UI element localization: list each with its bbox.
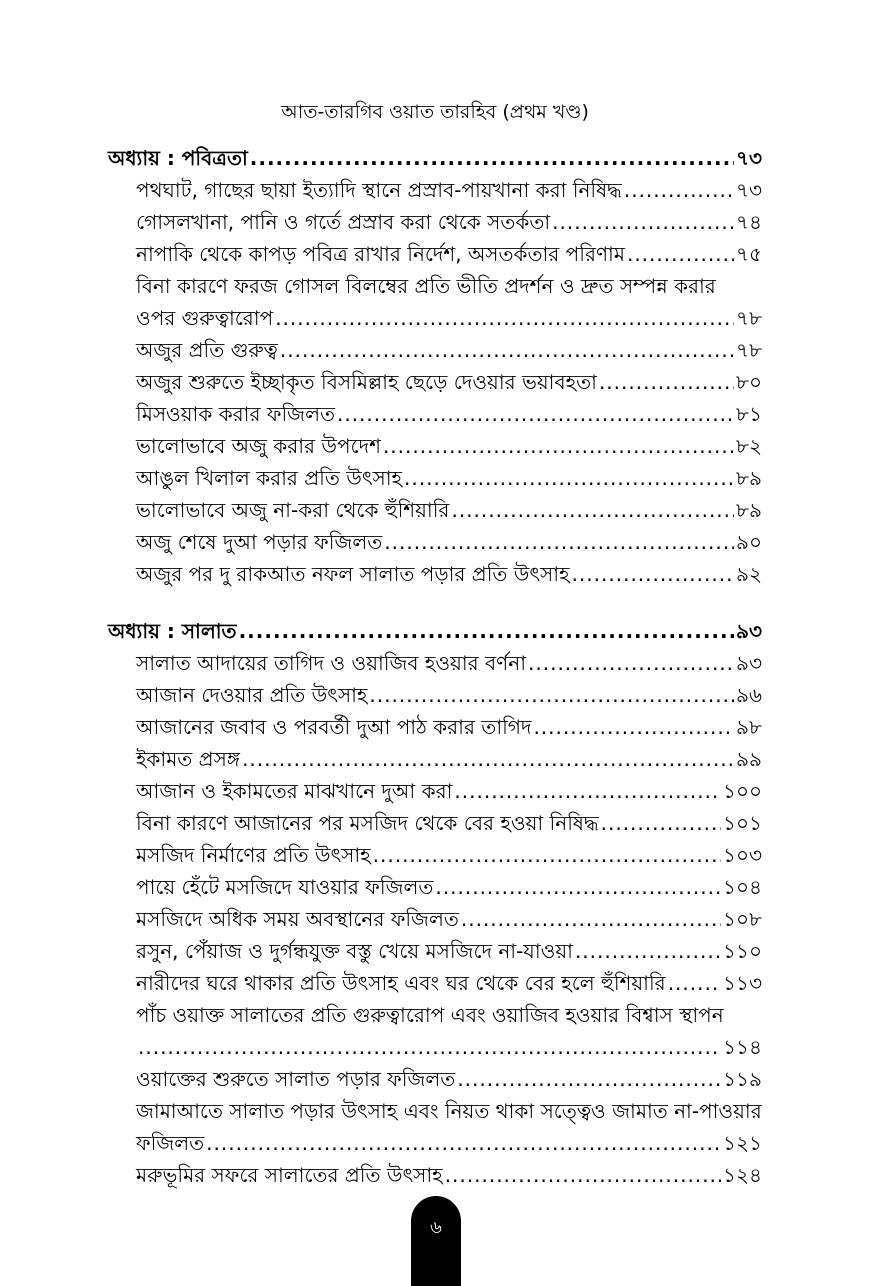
entry-page: ১০০ [723,779,762,803]
entry-title: মিসওয়াক করার ফজিলত [136,402,335,426]
entry-title: ভালোভাবে অজু করার উপদেশ [136,434,381,458]
entry-page: ১১৪ [723,1035,762,1059]
entry-page: ১১০ [723,939,762,963]
chapter-title: অধ্যায় : সালাত [108,619,237,643]
entry-title: ফজিলত [136,1131,205,1155]
entry-title: পথঘাট, গাছের ছায়া ইত্যাদি স্থানে প্রস্রাব-পায়খানা করা নিষিদ্ধ [136,178,622,202]
entry-title: সালাত আদায়ের তাগিদ ও ওয়াজিব হওয়ার বর্ণনা [136,651,527,675]
entry-title: ওয়াক্তের শুরুতে সালাত পড়ার ফজিলত [136,1067,456,1091]
toc-entry[interactable] [108,174,762,206]
entry-title: অজু শেষে দুআ পড়ার ফজিলত [136,530,383,554]
dot-leader [599,366,734,398]
entry-title: বিনা কারণে আজানের পর মসজিদ থেকে বের হওয়া নিষিদ্ধ [136,811,599,835]
entry-title: আঙুল খিলাল করার প্রতি উৎসাহ [136,466,403,490]
toc-entry[interactable] [108,462,762,494]
entry-page: ১০৩ [723,843,762,867]
toc-entry[interactable] [108,743,762,775]
chapter-title: অধ্যায় : পবিত্রতা [108,146,248,170]
entry-title: নারীদের ঘরে থাকার প্রতি উৎসাহ এবং ঘর থেকে বের হলে হুঁশিয়ারি [136,971,666,995]
entry-page: ৮৯ [736,498,762,522]
entry-title: আজান দেওয়ার প্রতি উৎসাহ [136,683,368,707]
entry-page: ৭৩ [735,178,762,202]
dot-leader [337,398,734,430]
page-number-tab [411,1196,461,1286]
entry-title: অজুর শুরুতে ইচ্ছাকৃত বিসমিল্লাহ ছেড়ে দেওয়ার ভয়াবহতা [136,370,597,394]
entry-title: আজান ও ইকামতের মাঝখানে দুআ করা [136,779,453,803]
entry-title: অজুর পর দু রাকআত নফল সালাত পড়ার প্রতি উৎসাহ [136,562,570,586]
entry-page: ৯৯ [736,747,762,771]
entry-title: অজুর প্রতি গুরুত্ব [136,338,278,362]
toc-entry[interactable] [108,398,762,430]
toc-entry[interactable] [108,366,762,398]
entry-title: পায়ে হেঁটে মসজিদে যাওয়ার ফজিলত [136,875,434,899]
toc-entry[interactable] [108,775,762,807]
entry-page: ১১৩ [723,971,762,995]
toc-entry[interactable] [108,1127,762,1159]
entry-title: ইকামত প্রসঙ্গ [136,747,241,771]
entry-page: ৯৮ [736,715,762,739]
dot-leader [138,1031,721,1063]
toc-entry[interactable] [108,935,762,967]
dot-leader [461,903,721,935]
toc-entry[interactable] [108,903,762,935]
dot-leader [552,206,734,238]
toc-entry[interactable] [108,679,762,711]
dot-leader [624,174,734,206]
toc-entry[interactable] [108,334,762,366]
dot-leader [533,711,734,743]
entry-title: আজানের জবাব ও পরবর্তী দুআ পাঠ করার তাগিদ [136,715,532,739]
entry-page: ১০৮ [723,907,762,931]
running-header: আত-তারগিব ওয়াত তারহিব (প্রথম খণ্ড) [281,101,589,123]
entry-page: ৯৩ [736,651,762,675]
dot-leader [373,839,721,871]
dot-leader [451,494,734,526]
dot-leader [457,1063,721,1095]
entry-page: ১০১ [723,811,762,835]
dot-leader [435,871,721,903]
chapter-page: ৯৩ [736,619,762,643]
entry-page: ৭৮ [736,306,762,330]
entry-page: ৯২ [736,562,762,586]
dot-leader [383,430,734,462]
entry-title: নাপাকি থেকে কাপড় পবিত্র রাখার নির্দেশ, অসতর্কতার পরিণাম [136,242,625,266]
chapter-heading[interactable] [108,142,762,174]
dot-leader [528,647,734,679]
dot-leader [668,967,721,999]
toc-entry[interactable] [108,526,762,558]
entry-page: ৮২ [736,434,762,458]
chapter-page: ৭৩ [735,146,762,170]
toc-entry[interactable] [108,711,762,743]
entry-page: ১২৪ [723,1163,762,1187]
dot-leader [206,1127,721,1159]
entry-page: ৭৫ [736,242,762,266]
dot-leader [627,238,734,270]
toc-entry[interactable] [108,558,762,590]
toc-entry[interactable] [108,839,762,871]
entry-title: মসজিদে অধিক সময় অবস্থানের ফজিলত [136,907,459,931]
entry-page: ৯০ [736,530,762,554]
toc-entry[interactable] [108,1031,762,1063]
dot-leader [454,775,721,807]
toc-entry[interactable] [108,430,762,462]
dot-leader [445,1159,721,1191]
entry-title: ভালোভাবে অজু না-করা থেকে হুঁশিয়ারি [136,498,450,522]
entry-title: রসুন, পেঁয়াজ ও দুর্গন্ধযুক্ত বস্তু খেয়ে মসজিদে না-যাওয়া [136,939,573,963]
toc-chapter-salat [108,615,762,1191]
entry-title: মসজিদ নির্মাণের প্রতি উৎসাহ [136,843,371,867]
toc-entry[interactable] [108,967,762,999]
toc-entry-line1[interactable]: বিনা কারণে ফরজ গোসল বিলম্বের প্রতি ভীতি প্রদর্শন ও দ্রুত সম্পন্ন করার [136,274,716,298]
toc-entry[interactable] [108,871,762,903]
entry-page: ৭৮ [736,338,762,362]
chapter-heading[interactable] [108,615,762,647]
dot-leader [275,302,734,334]
entry-page: ৮০ [736,370,762,394]
entry-title: গোসলখানা, পানি ও গর্তে প্রস্রাব করা থেকে সতর্কতা [136,210,551,234]
entry-page: ১০৪ [723,875,762,899]
toc-entry[interactable] [108,1159,762,1191]
toc-entry[interactable] [108,206,762,238]
toc-entry[interactable] [108,647,762,679]
toc-entry[interactable] [108,238,762,270]
dot-leader [239,615,734,647]
entry-title: ওপর গুরুত্বারোপ [136,306,274,330]
dot-leader [384,526,734,558]
entry-title: মরুভূমির সফরে সালাতের প্রতি উৎসাহ [136,1163,443,1187]
dot-leader [369,679,734,711]
entry-page: ৯৬ [736,683,762,707]
toc-entry[interactable] [108,1063,762,1095]
toc-chapter-purification [108,142,762,590]
dot-leader [572,558,734,590]
toc-entry[interactable] [108,494,762,526]
entry-page: ৮৯ [736,466,762,490]
toc-entry-line1[interactable]: জামাআতে সালাত পড়ার উৎসাহ এবং নিয়ত থাকা সত্ত্বেও জামাত না-পাওয়ার [136,1099,762,1123]
dot-leader [242,743,734,775]
dot-leader [575,935,721,967]
dot-leader [280,334,734,366]
entry-page: ১১৯ [723,1067,762,1091]
page-number: ৬ [430,1217,442,1238]
dot-leader [404,462,734,494]
toc-entry-line1[interactable]: পাঁচ ওয়াক্ত সালাতের প্রতি গুরুত্বারোপ এবং ওয়াজিব হওয়ার বিশ্বাস স্থাপন [136,1003,724,1027]
toc-entry[interactable] [108,302,762,334]
dot-leader [601,807,721,839]
entry-page: ৮১ [736,402,762,426]
entry-page: ১২১ [723,1131,762,1155]
entry-page: ৭৪ [736,210,762,234]
dot-leader [250,142,734,174]
toc-entry[interactable] [108,807,762,839]
